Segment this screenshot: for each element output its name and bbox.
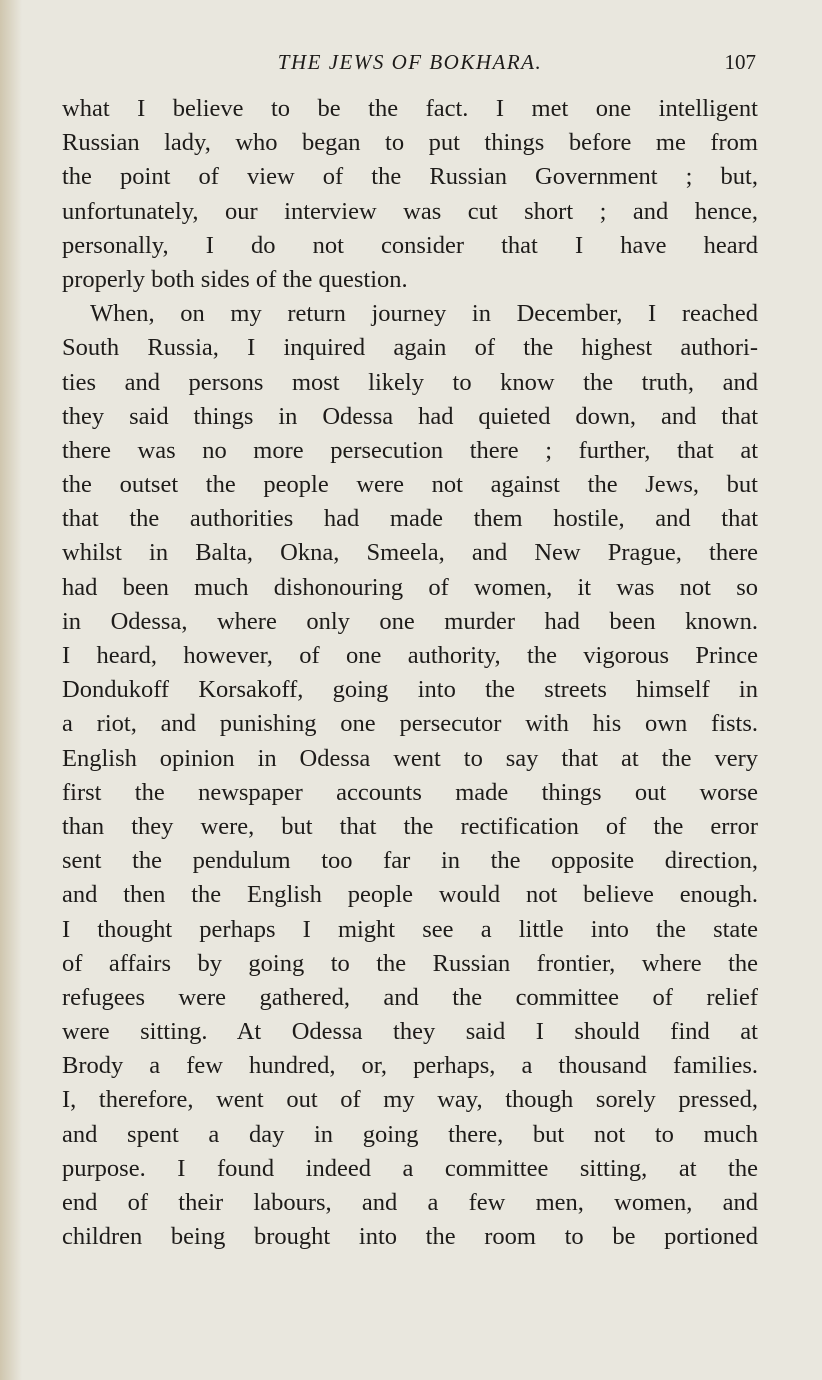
text-line: the outset the people were not against the Jews, but (62, 471, 758, 499)
text-line: first the newspaper accounts made things out worse (62, 778, 758, 806)
text-line: When, on my return journey in December, I reached (90, 300, 758, 328)
text-line: that the authorities had made them hostile, and that (62, 505, 758, 533)
text-line: unfortunately, our interview was cut short ; and hence, (62, 197, 758, 225)
text-line: children being brought into the room to be portioned (62, 1223, 758, 1251)
text-line: and spent a day in going there, but not to much (62, 1120, 758, 1148)
text-line: Dondukoff Korsakoff, going into the streets himself in (62, 676, 758, 704)
running-title: THE JEWS OF BOKHARA. (277, 50, 543, 74)
text-line: refugees were gathered, and the committee of relief (62, 983, 758, 1011)
text-line: ties and persons most likely to know the truth, and (62, 368, 758, 396)
text-line: what I believe to be the fact. I met one intelligent (62, 95, 758, 122)
text-line: and then the English people would not believe enough. (62, 881, 758, 909)
text-line: English opinion in Odessa went to say that at the very (62, 744, 758, 772)
text-line: whilst in Balta, Okna, Smeela, and New Prague, there (62, 539, 758, 567)
text-line: than they were, but that the rectification of the error (62, 812, 758, 840)
text-line: I thought perhaps I might see a little into the state (62, 915, 758, 943)
text-line: end of their labours, and a few men, women, and (62, 1189, 758, 1216)
text-line: were sitting. At Odessa they said I should find at (62, 1018, 758, 1046)
running-head (62, 44, 758, 80)
text-line: a riot, and punishing one persecutor with his own fists. (62, 710, 758, 738)
text-line: Russian lady, who began to put things before me from (62, 129, 758, 157)
text-line: there was no more persecution there ; further, that at (62, 436, 758, 464)
binding-shadow (0, 0, 22, 1380)
text-line: purpose. I found indeed a committee sitting, at the (62, 1154, 758, 1182)
text-line: the point of view of the Russian Government ; but, (62, 163, 758, 191)
text-line: in Odessa, where only one murder had been known. (62, 607, 758, 635)
text-line: I heard, however, of one authority, the vigorous Prince (62, 642, 758, 669)
page-number: 107 (724, 50, 756, 74)
book-page (62, 44, 758, 1254)
text-line: sent the pendulum too far in the opposite direction, (62, 847, 758, 875)
body-text (62, 92, 758, 1254)
text-line: of affairs by going to the Russian frontier, where the (62, 949, 758, 977)
text-line: Brody a few hundred, or, perhaps, a thousand families. (62, 1052, 758, 1080)
text-line: I, therefore, went out of my way, though sorely pressed, (62, 1086, 758, 1114)
text-line: properly both sides of the question. (62, 265, 408, 293)
text-line: they said things in Odessa had quieted down, and that (62, 402, 758, 430)
text-line: had been much dishonouring of women, it was not so (62, 573, 758, 601)
text-line: South Russia, I inquired again of the highest authori- (62, 334, 758, 362)
text-line: personally, I do not consider that I have heard (62, 231, 758, 259)
